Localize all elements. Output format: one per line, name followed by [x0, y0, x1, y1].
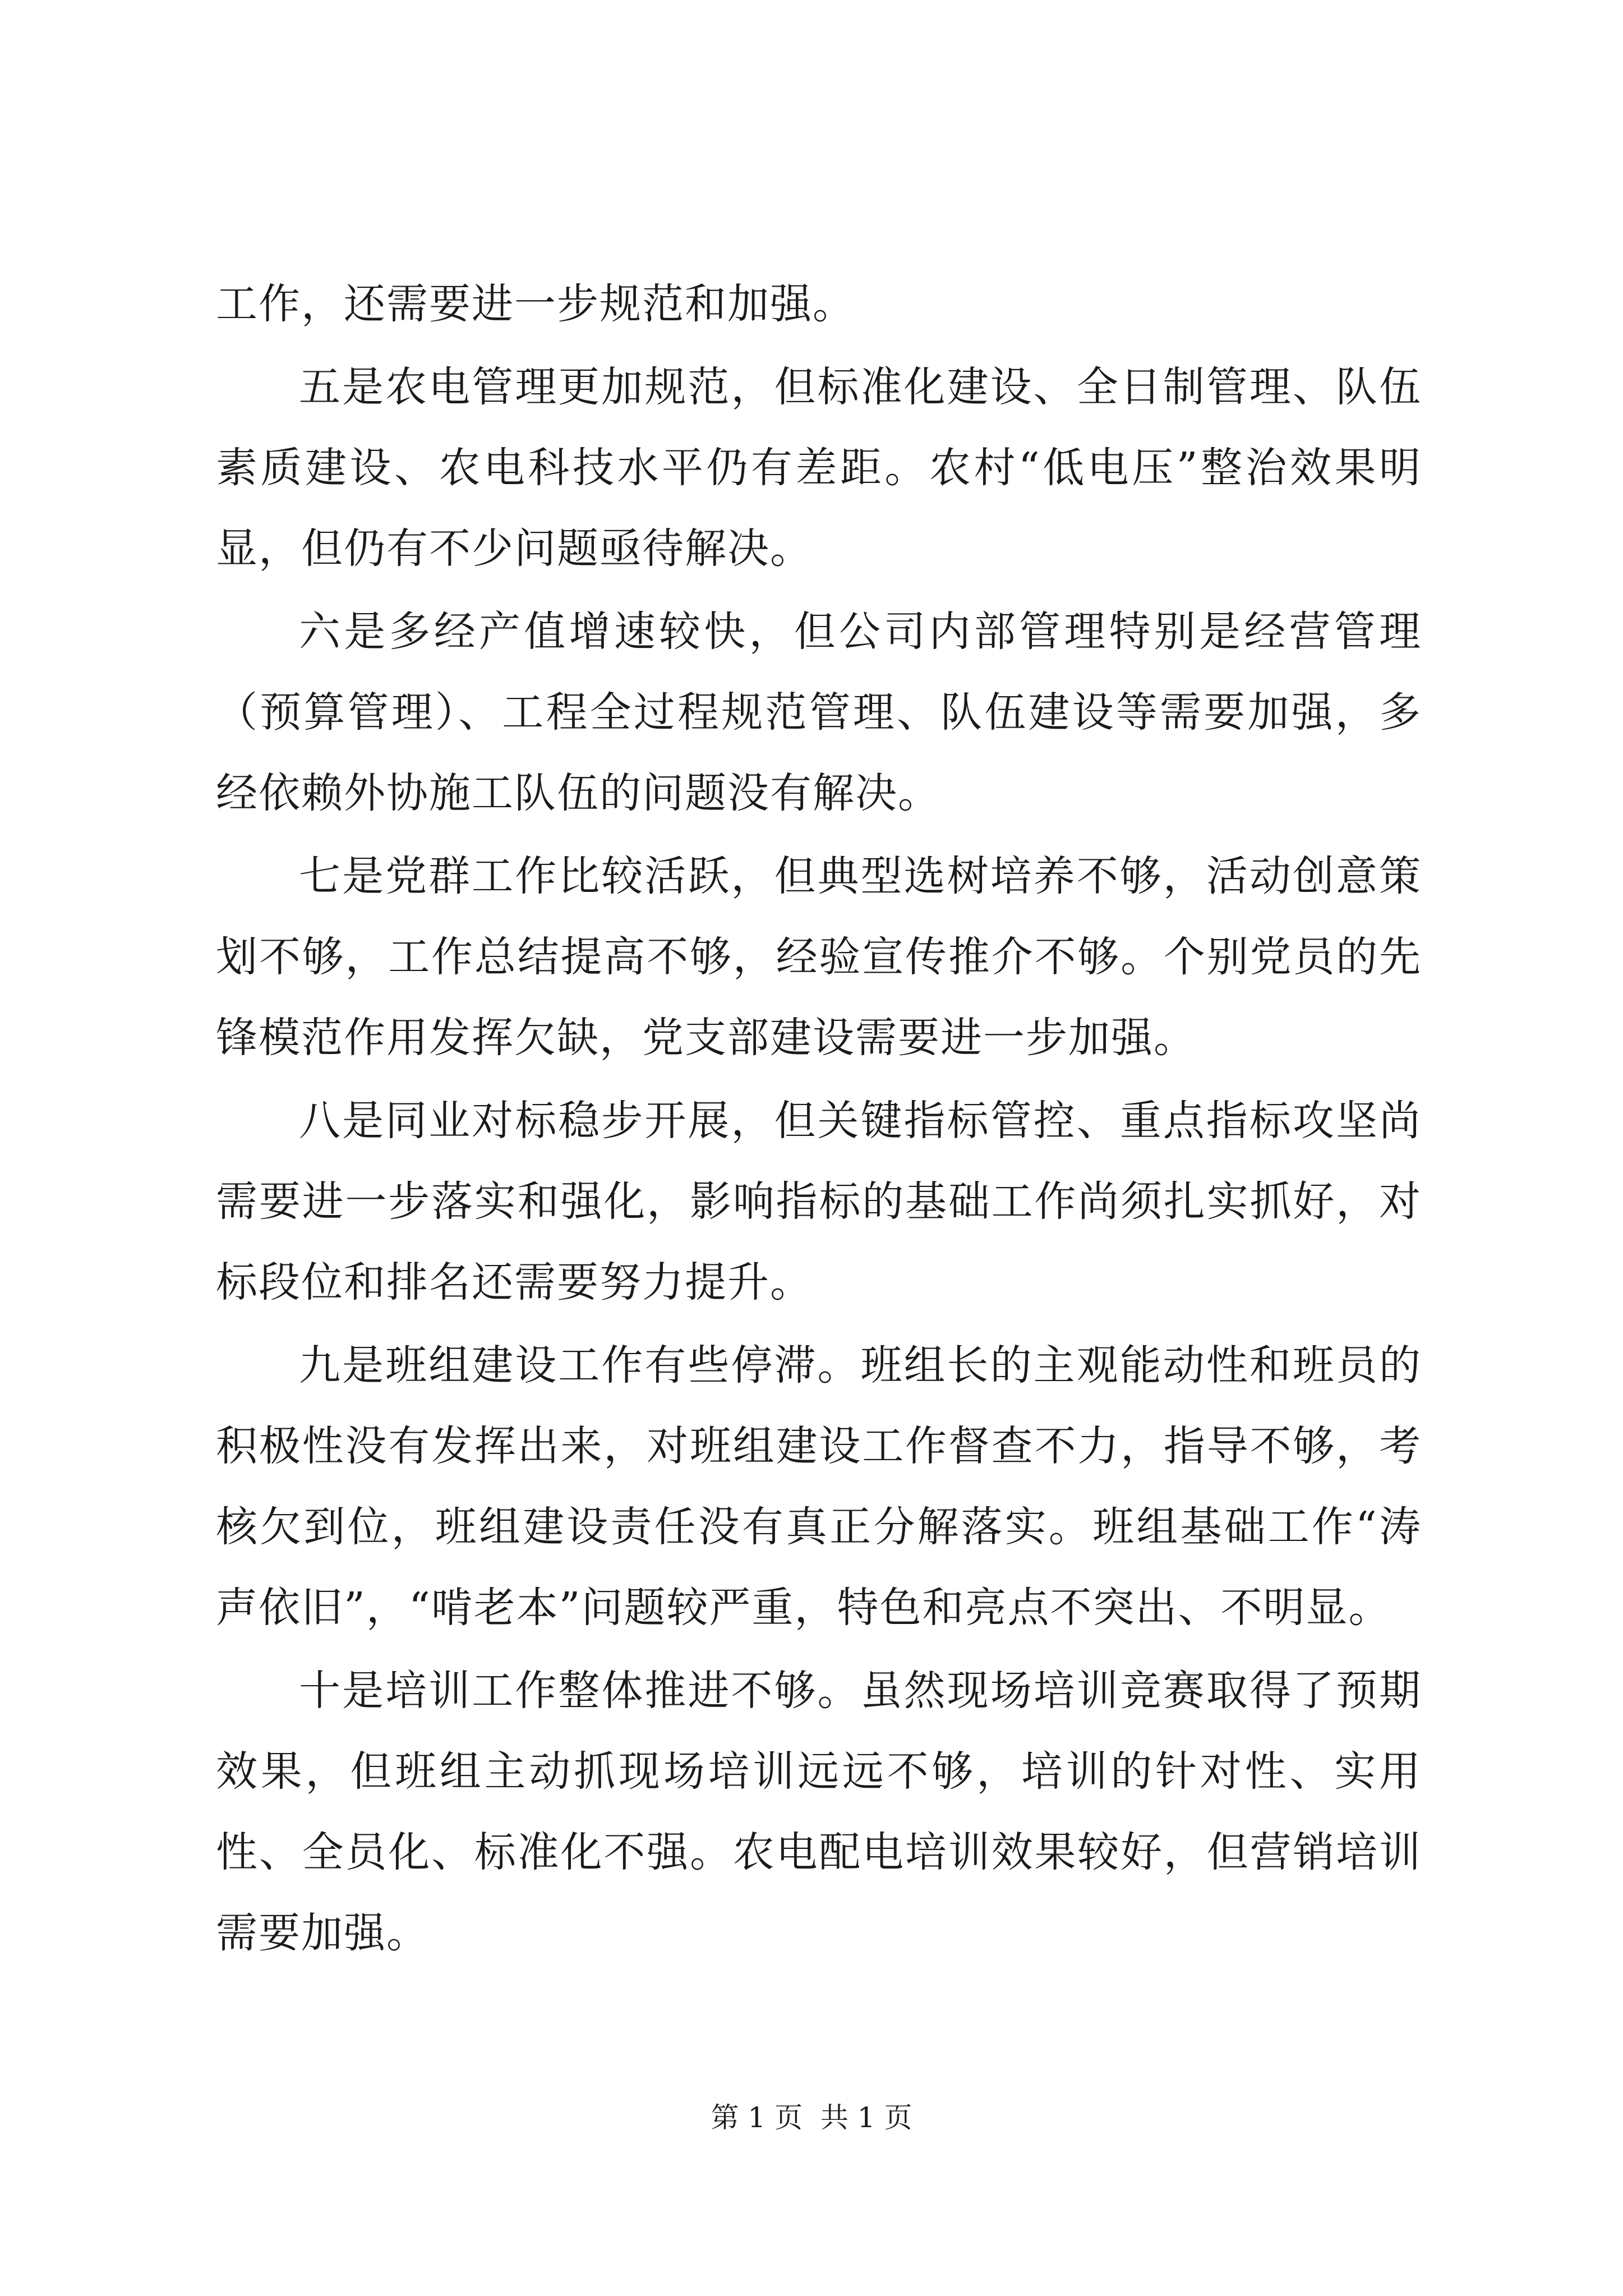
paragraph-item-9: 九是班组建设工作有些停滞。班组长的主观能动性和班员的积极性没有发挥出来，对班组建设工作督查不力，指导不够，考核欠到位，班组建设责任没有真正分解落实。班组基础工作“涛声依旧”，“啃老本”问题较严重，特色和亮点不突出、不明显。 [216, 1341, 1422, 1632]
document-body [216, 264, 1422, 1976]
page-number: 第 1 页 共 1 页 [711, 2101, 912, 2134]
paragraph-continuation: 工作，还需要进一步规范和加强。 [216, 280, 855, 328]
page-footer [0, 2098, 1623, 2137]
paragraph-item-8: 八是同业对标稳步开展，但关键指标管控、重点指标攻坚尚需要进一步落实和强化，影响指标的基础工作尚须扎实抓好，对标段位和排名还需要努力提升。 [216, 1097, 1422, 1306]
paragraph-item-6: 六是多经产值增速较快，但公司内部管理特别是经营管理（预算管理）、工程全过程规范管理、队伍建设等需要加强，多经依赖外协施工队伍的问题没有解决。 [216, 608, 1422, 817]
paragraph-item-5: 五是农电管理更加规范，但标准化建设、全日制管理、队伍素质建设、农电科技水平仍有差距。农村“低电压”整治效果明显，但仍有不少问题亟待解决。 [216, 363, 1422, 573]
paragraph-item-7: 七是党群工作比较活跃，但典型选树培养不够，活动创意策划不够，工作总结提高不够，经验宣传推介不够。个别党员的先锋模范作用发挥欠缺，党支部建设需要进一步加强。 [216, 852, 1422, 1062]
paragraph-item-10: 十是培训工作整体推进不够。虽然现场培训竞赛取得了预期效果，但班组主动抓现场培训远远不够，培训的针对性、实用性、全员化、标准化不强。农电配电培训效果较好，但营销培训需要加强。 [216, 1667, 1422, 1957]
